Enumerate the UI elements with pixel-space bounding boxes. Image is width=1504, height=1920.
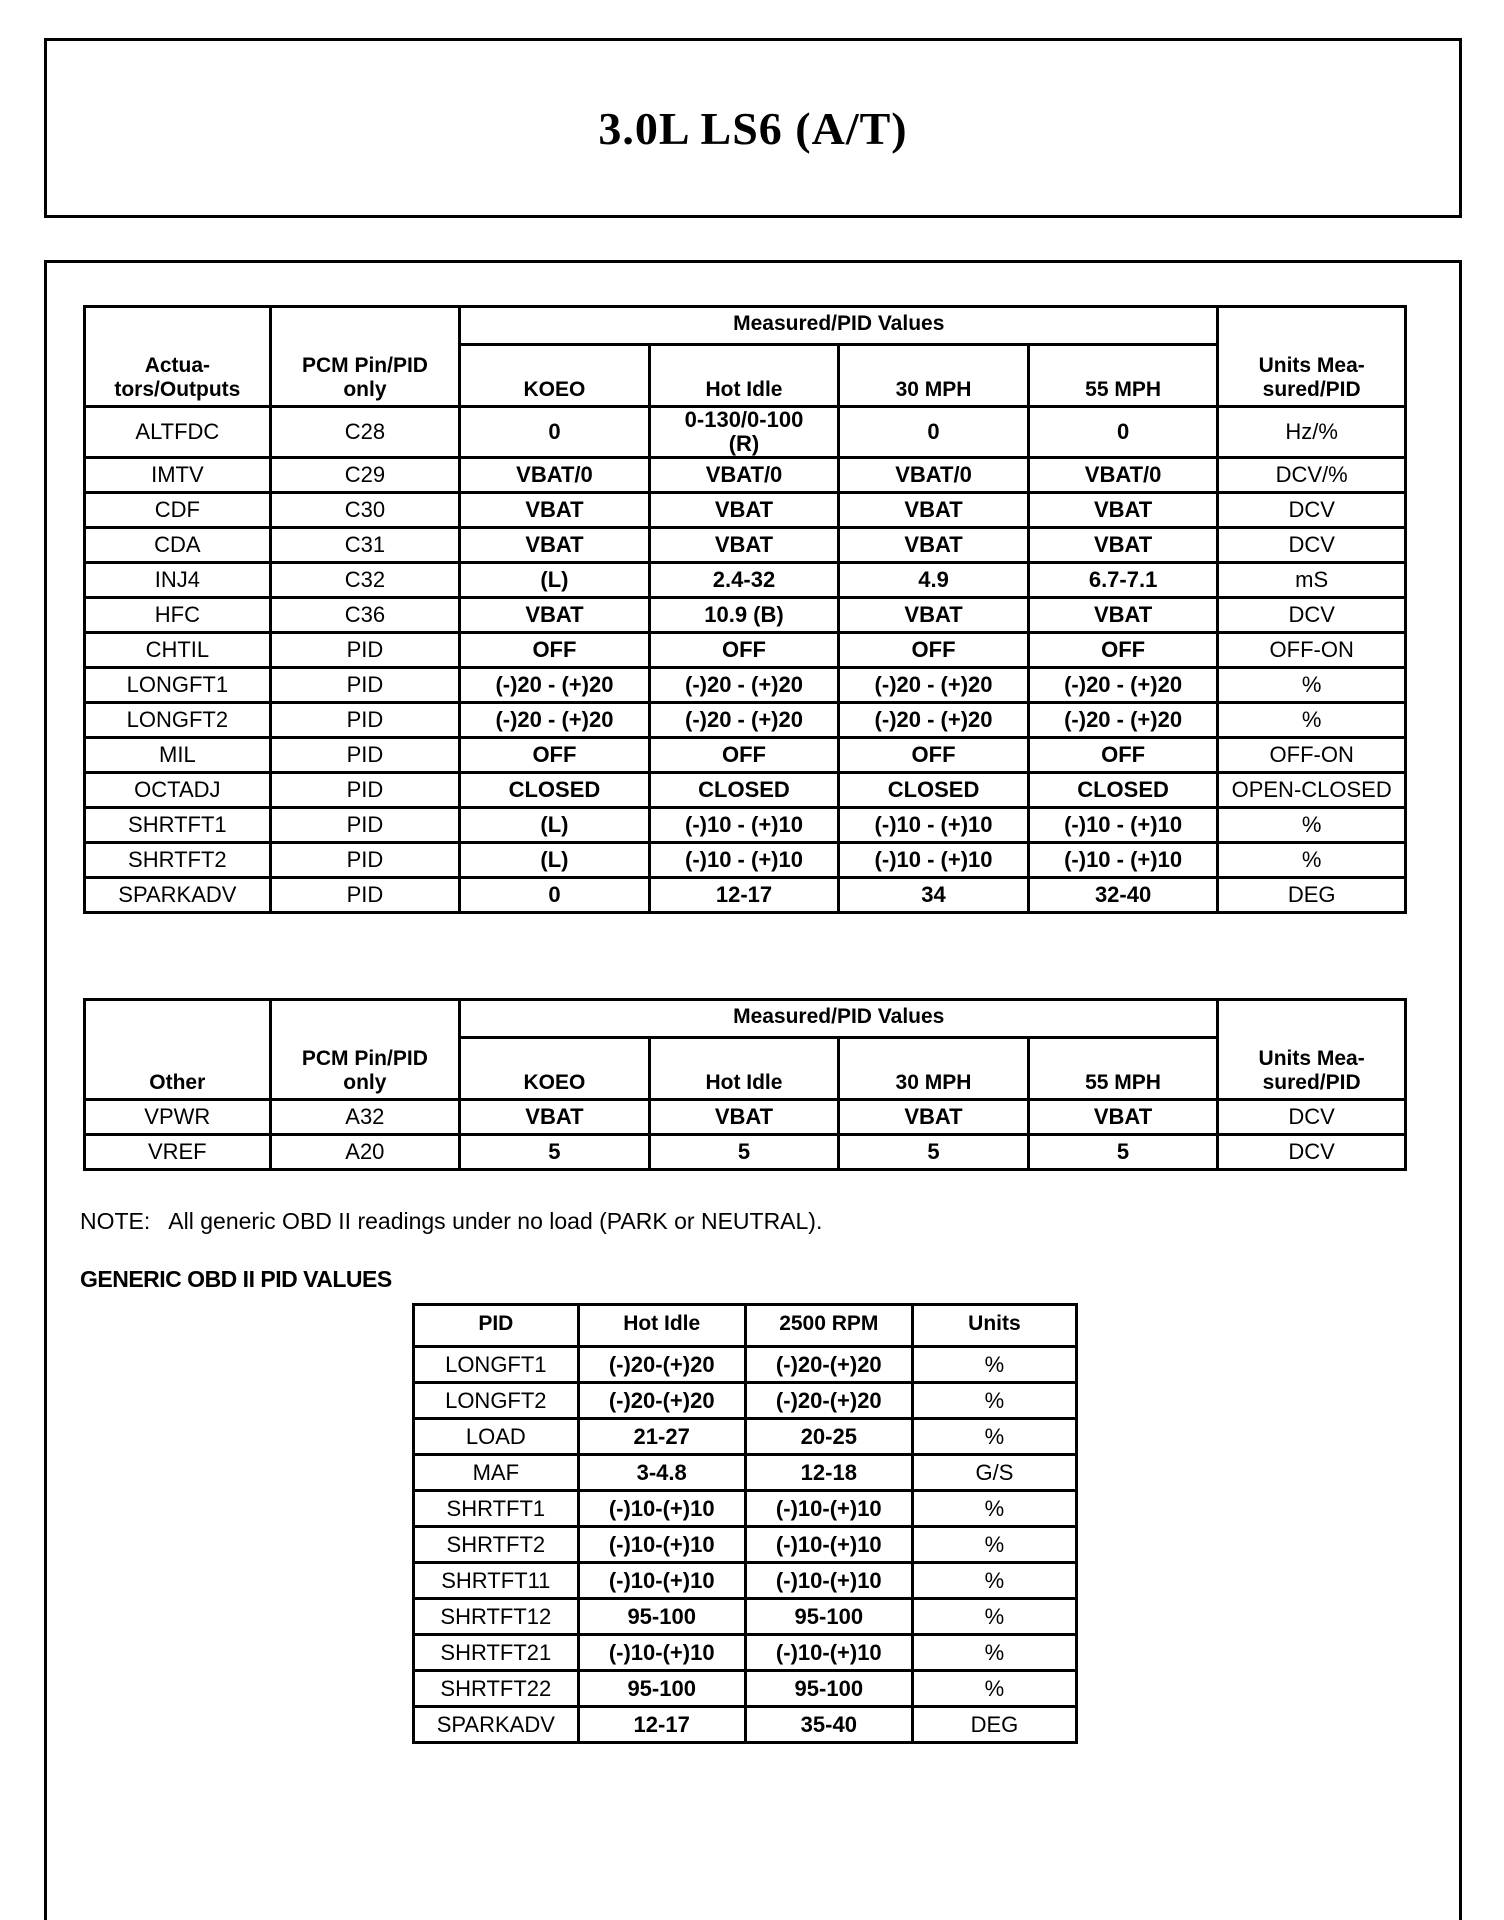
table-cell: CDA [85,528,271,563]
table-cell: SHRTFT12 [414,1599,579,1635]
table-cell: SHRTFT11 [414,1563,579,1599]
col-header-30mph: 30 MPH [839,1038,1029,1100]
col-group-measured: Measured/PID Values [460,1000,1218,1038]
table-cell: VBAT [460,598,650,633]
table-row [85,843,1406,878]
table-row [85,458,1406,493]
note-label: NOTE: [80,1208,151,1234]
table-cell: (L) [460,808,650,843]
table-cell: A20 [270,1135,460,1170]
table-row [85,528,1406,563]
table-row [85,1100,1406,1135]
table-cell: MIL [85,738,271,773]
table-cell: CHTIL [85,633,271,668]
table-cell: OPEN-CLOSED [1218,773,1406,808]
table-cell: (-)10-(+)10 [578,1635,745,1671]
table-cell: VBAT [839,493,1029,528]
table-cell: VBAT [649,493,839,528]
col-header-55mph: 55 MPH [1028,1038,1218,1100]
table-cell: % [912,1383,1076,1419]
table-cell: % [1218,703,1406,738]
generic-obd-table [412,1303,1078,1744]
table-cell: (-)20 - (+)20 [1028,703,1218,738]
table-cell: % [912,1491,1076,1527]
table-cell: SHRTFT1 [414,1491,579,1527]
table-cell: VBAT [460,528,650,563]
table-cell: % [912,1419,1076,1455]
other-table [83,998,1407,1171]
table-cell: VBAT [460,1100,650,1135]
table-cell: SHRTFT2 [414,1527,579,1563]
table-cell: VBAT [1028,493,1218,528]
table-cell: % [912,1527,1076,1563]
col-header-koeo: KOEO [460,345,650,407]
table-cell: VBAT/0 [839,458,1029,493]
table-cell: CLOSED [839,773,1029,808]
table-row [85,773,1406,808]
table-cell: OFF [839,738,1029,773]
table-cell: PID [270,878,459,913]
table-cell: VBAT [839,598,1029,633]
table-cell: 12-18 [745,1455,912,1491]
table-cell: VBAT [649,1100,839,1135]
table-cell: 12-17 [578,1707,745,1743]
table-cell: (-)10-(+)10 [745,1563,912,1599]
table-cell: 4.9 [839,563,1029,598]
table-cell: PID [270,703,459,738]
table-row [85,598,1406,633]
table-cell: SHRTFT2 [85,843,271,878]
col-header-hot-idle: Hot Idle [578,1305,745,1347]
table-row [85,633,1406,668]
table-row [414,1527,1077,1563]
table-cell: % [912,1599,1076,1635]
table-cell: (-)20-(+)20 [578,1347,745,1383]
table-cell: SHRTFT1 [85,808,271,843]
table-row [85,1135,1406,1170]
table-cell: VBAT/0 [1028,458,1218,493]
table-cell: 35-40 [745,1707,912,1743]
table-cell: OFF [649,738,839,773]
table-cell: OFF [460,738,650,773]
table-cell: 3-4.8 [578,1455,745,1491]
table-cell: (-)10-(+)10 [745,1527,912,1563]
table-cell: (-)20 - (+)20 [460,703,650,738]
table-cell: (-)10 - (+)10 [1028,808,1218,843]
table-cell: G/S [912,1455,1076,1491]
table-row [85,878,1406,913]
table-cell: PID [270,738,459,773]
table-cell: CLOSED [649,773,839,808]
table-row [414,1347,1077,1383]
table-cell: MAF [414,1455,579,1491]
table-cell: 0 [839,407,1029,458]
table-cell: SPARKADV [414,1707,579,1743]
table-cell: (-)20 - (+)20 [839,668,1029,703]
table-cell: Hz/% [1218,407,1406,458]
table-cell: C28 [270,407,459,458]
table-cell: 5 [839,1135,1029,1170]
table-cell: VBAT [1028,528,1218,563]
col-header-units: Units Mea- sured/PID [1218,1000,1406,1100]
table-cell: 0 [1028,407,1218,458]
table-row [85,668,1406,703]
table-cell: LOAD [414,1419,579,1455]
table-cell: OFF-ON [1218,633,1406,668]
table-cell: % [1218,808,1406,843]
table-cell: OFF-ON [1218,738,1406,773]
table-cell: IMTV [85,458,271,493]
table-cell: INJ4 [85,563,271,598]
table-cell: 12-17 [649,878,839,913]
col-header-2500rpm: 2500 RPM [745,1305,912,1347]
table-cell: C30 [270,493,459,528]
table-cell: A32 [270,1100,460,1135]
table-cell: OFF [649,633,839,668]
table-cell: PID [270,668,459,703]
table-cell: CDF [85,493,271,528]
table-cell: C29 [270,458,459,493]
table-cell: SHRTFT22 [414,1671,579,1707]
table-cell: HFC [85,598,271,633]
table-row [414,1599,1077,1635]
table-cell: (-)20-(+)20 [745,1383,912,1419]
table-cell: PID [270,843,459,878]
table-cell: PID [270,633,459,668]
table-cell: 0 [460,407,650,458]
col-header-55mph: 55 MPH [1028,345,1218,407]
generic-title: GENERIC OBD II PID VALUES [80,1266,392,1292]
col-header-pcm-pin: PCM Pin/PID only [270,1000,460,1100]
col-header-units: Units [912,1305,1076,1347]
actuators-table [83,305,1407,914]
table-row [414,1563,1077,1599]
table-cell: PID [270,773,459,808]
table-row [85,563,1406,598]
table-cell: VBAT/0 [649,458,839,493]
table-row [414,1455,1077,1491]
table-cell: LONGFT2 [85,703,271,738]
table-cell: 10.9 (B) [649,598,839,633]
table-cell: VBAT [1028,1100,1218,1135]
table-cell: C31 [270,528,459,563]
table-cell: 95-100 [745,1671,912,1707]
table-cell: (-)10 - (+)10 [839,808,1029,843]
table-row [414,1671,1077,1707]
col-header-actuators: Actua- tors/Outputs [85,307,271,407]
table-cell: CLOSED [460,773,650,808]
table-cell: (-)10 - (+)10 [649,808,839,843]
table-row [85,738,1406,773]
table-cell: mS [1218,563,1406,598]
col-header-units: Units Mea- sured/PID [1218,307,1406,407]
table-cell: 21-27 [578,1419,745,1455]
col-header-pid: PID [414,1305,579,1347]
main-content-box [44,260,1462,1920]
table-cell: 5 [649,1135,839,1170]
table-cell: VBAT [839,1100,1029,1135]
table-cell: (-)20-(+)20 [578,1383,745,1419]
table-cell: VREF [85,1135,271,1170]
table-cell: 5 [1028,1135,1218,1170]
col-header-hot-idle: Hot Idle [649,345,839,407]
table-cell: (-)10-(+)10 [578,1563,745,1599]
table-cell: C32 [270,563,459,598]
table-cell: % [912,1347,1076,1383]
table-cell: OFF [1028,633,1218,668]
table-cell: (-)10-(+)10 [578,1491,745,1527]
table-cell: CLOSED [1028,773,1218,808]
table-cell: ALTFDC [85,407,271,458]
table-cell: DCV [1218,493,1406,528]
table-cell: OCTADJ [85,773,271,808]
table-cell: (-)10 - (+)10 [1028,843,1218,878]
table-cell: (-)20-(+)20 [745,1347,912,1383]
table-cell: 5 [460,1135,650,1170]
table-cell: VBAT [460,493,650,528]
table-cell: % [912,1563,1076,1599]
table-cell: % [1218,668,1406,703]
table-cell: (L) [460,843,650,878]
table-cell: DCV [1218,528,1406,563]
table-cell: (-)10-(+)10 [745,1491,912,1527]
table-cell: 34 [839,878,1029,913]
table-cell: LONGFT1 [414,1347,579,1383]
table-cell: (-)20 - (+)20 [649,668,839,703]
col-header-pcm-pin: PCM Pin/PID only [270,307,459,407]
table-cell: % [1218,843,1406,878]
table-cell: DCV/% [1218,458,1406,493]
table-cell: VBAT [1028,598,1218,633]
table-row [414,1491,1077,1527]
table-cell: 32-40 [1028,878,1218,913]
table-cell: % [912,1635,1076,1671]
table-cell: PID [270,808,459,843]
col-header-30mph: 30 MPH [839,345,1029,407]
table-cell: SPARKADV [85,878,271,913]
table-cell: (L) [460,563,650,598]
table-cell: 2.4-32 [649,563,839,598]
col-header-other: Other [85,1000,271,1100]
table-cell: 95-100 [578,1599,745,1635]
table-cell: 20-25 [745,1419,912,1455]
table-cell: 0 [460,878,650,913]
table-cell: LONGFT2 [414,1383,579,1419]
table-cell: DEG [912,1707,1076,1743]
note-text: All generic OBD II readings under no load (PARK or NEUTRAL). [168,1208,823,1234]
title-box [44,38,1462,218]
table-cell: SHRTFT21 [414,1635,579,1671]
table-cell: (-)10 - (+)10 [839,843,1029,878]
table-cell: DCV [1218,1135,1406,1170]
table-cell: DEG [1218,878,1406,913]
note [80,1208,822,1235]
page-title: 3.0L LS6 (A/T) [598,102,908,154]
table-row [414,1635,1077,1671]
table-row [85,407,1406,458]
table-cell: % [912,1671,1076,1707]
table-cell: OFF [1028,738,1218,773]
table-cell: VBAT [839,528,1029,563]
table-row [414,1383,1077,1419]
table-cell: OFF [839,633,1029,668]
col-group-measured: Measured/PID Values [460,307,1218,345]
table-cell: (-)20 - (+)20 [649,703,839,738]
table-cell: VBAT/0 [460,458,650,493]
table-cell: (-)20 - (+)20 [460,668,650,703]
table-cell: (-)10-(+)10 [745,1635,912,1671]
table-row [85,493,1406,528]
table-cell: DCV [1218,598,1406,633]
table-cell: (-)10 - (+)10 [649,843,839,878]
table-cell: (-)20 - (+)20 [1028,668,1218,703]
table-cell: DCV [1218,1100,1406,1135]
table-cell: LONGFT1 [85,668,271,703]
table-cell: (-)10-(+)10 [578,1527,745,1563]
table-row [414,1419,1077,1455]
table-cell: VBAT [649,528,839,563]
table-row [414,1707,1077,1743]
table-cell: 95-100 [578,1671,745,1707]
table-cell: 95-100 [745,1599,912,1635]
table-cell: C36 [270,598,459,633]
table-cell: (-)20 - (+)20 [839,703,1029,738]
table-cell: 0-130/0-100 (R) [649,407,839,458]
table-row [85,703,1406,738]
col-header-hot-idle: Hot Idle [649,1038,839,1100]
col-header-koeo: KOEO [460,1038,650,1100]
table-row [85,808,1406,843]
table-cell: VPWR [85,1100,271,1135]
table-cell: 6.7-7.1 [1028,563,1218,598]
table-cell: OFF [460,633,650,668]
